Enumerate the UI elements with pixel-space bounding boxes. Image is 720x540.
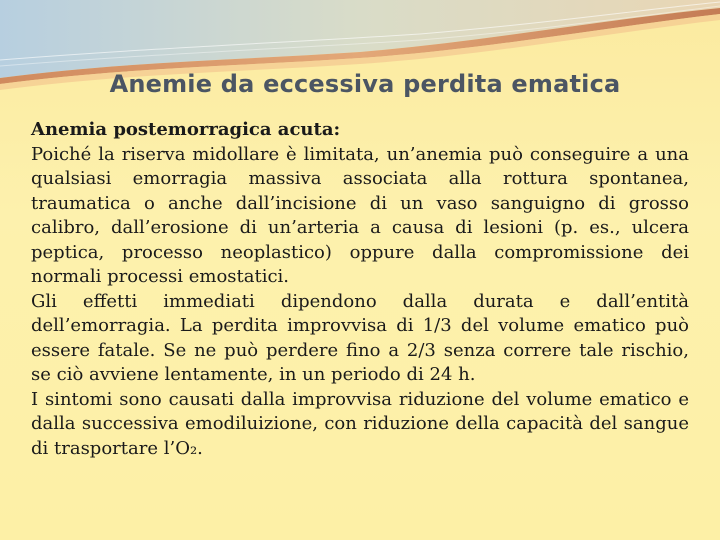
- subheading: Anemia postemorragica acuta:: [31, 119, 341, 140]
- slide-body: [31, 118, 689, 461]
- paragraph-effetti-immediati: Gli effetti immediati dipendono dalla durata e dall’entità dell’emorragia. La perdita improvvisa di 1/3 del volume ematico può essere fatale. Se ne può perdere fino a 2/3 senza correre tale rischio, se ciò avviene lentamente, in un periodo di 24 h.: [31, 290, 689, 385]
- paragraph-sintomi: I sintomi sono causati dalla improvvisa riduzione del volume ematico e dalla successiva emodiluizione, con riduzione della capacità del sangue di trasportare l’O₂.: [31, 388, 689, 459]
- paragraph-riserva-midollare: Poiché la riserva midollare è limitata, un’anemia può conseguire a una qualsiasi emorragia massiva associata alla rottura spontanea, traumatica o anche dall’incisione di un vaso sanguigno di grosso calibro, dall’erosione di un’arteria a causa di lesioni (p. es., ulcera peptica, processo neoplastico) oppure dalla compromissione dei normali processi emostatici.: [31, 143, 689, 287]
- slide-title: Anemie da eccessiva perdita ematica: [109, 70, 621, 98]
